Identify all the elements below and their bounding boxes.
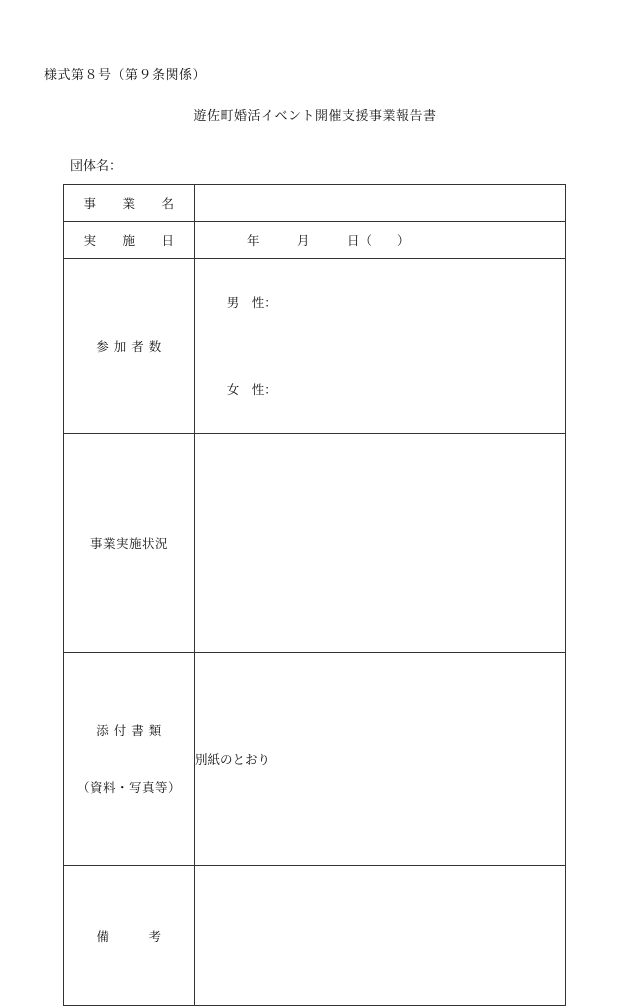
row-remarks — [64, 866, 566, 1006]
attachments-label — [64, 653, 195, 866]
implementation-date-field[interactable] — [195, 222, 566, 259]
row-implementation-date — [64, 222, 566, 259]
attachments-label-line2: （資料・写真等） — [76, 780, 181, 795]
organization-line — [70, 155, 244, 174]
organization-field[interactable] — [124, 155, 244, 174]
implementation-status-label: 事業実施状況 — [64, 434, 195, 653]
male-count-line — [195, 259, 565, 346]
attachments-field[interactable]: 別紙のとおり — [195, 653, 566, 866]
project-name-label: 事 業 名 — [64, 185, 195, 222]
form-number: 様式第８号（第９条関係） — [44, 68, 207, 83]
row-implementation-status — [64, 434, 566, 653]
row-attachments — [64, 653, 566, 866]
female-label: 女 性： — [226, 382, 277, 397]
row-project-name — [64, 185, 566, 222]
male-label: 男 性： — [226, 295, 277, 310]
project-name-field[interactable] — [195, 185, 566, 222]
row-participants — [64, 259, 566, 434]
organization-label: 団体名： — [70, 159, 123, 174]
remarks-field[interactable] — [195, 866, 566, 1006]
report-table — [63, 184, 566, 1006]
remarks-label: 備 考 — [64, 866, 195, 1006]
implementation-status-field[interactable] — [195, 434, 566, 653]
document-title: 遊佐町婚活イベント開催支援事業報告書 — [193, 109, 437, 124]
female-count-line — [195, 346, 565, 433]
attachments-label-text — [64, 683, 194, 835]
attachments-label-line1: 添 付 書 類 — [96, 723, 162, 738]
implementation-date-label: 実 施 日 — [64, 222, 195, 259]
implementation-date-text: 年 月 日（ ） — [247, 233, 410, 248]
participants-label: 参 加 者 数 — [64, 259, 195, 434]
participants-cell — [195, 259, 566, 434]
